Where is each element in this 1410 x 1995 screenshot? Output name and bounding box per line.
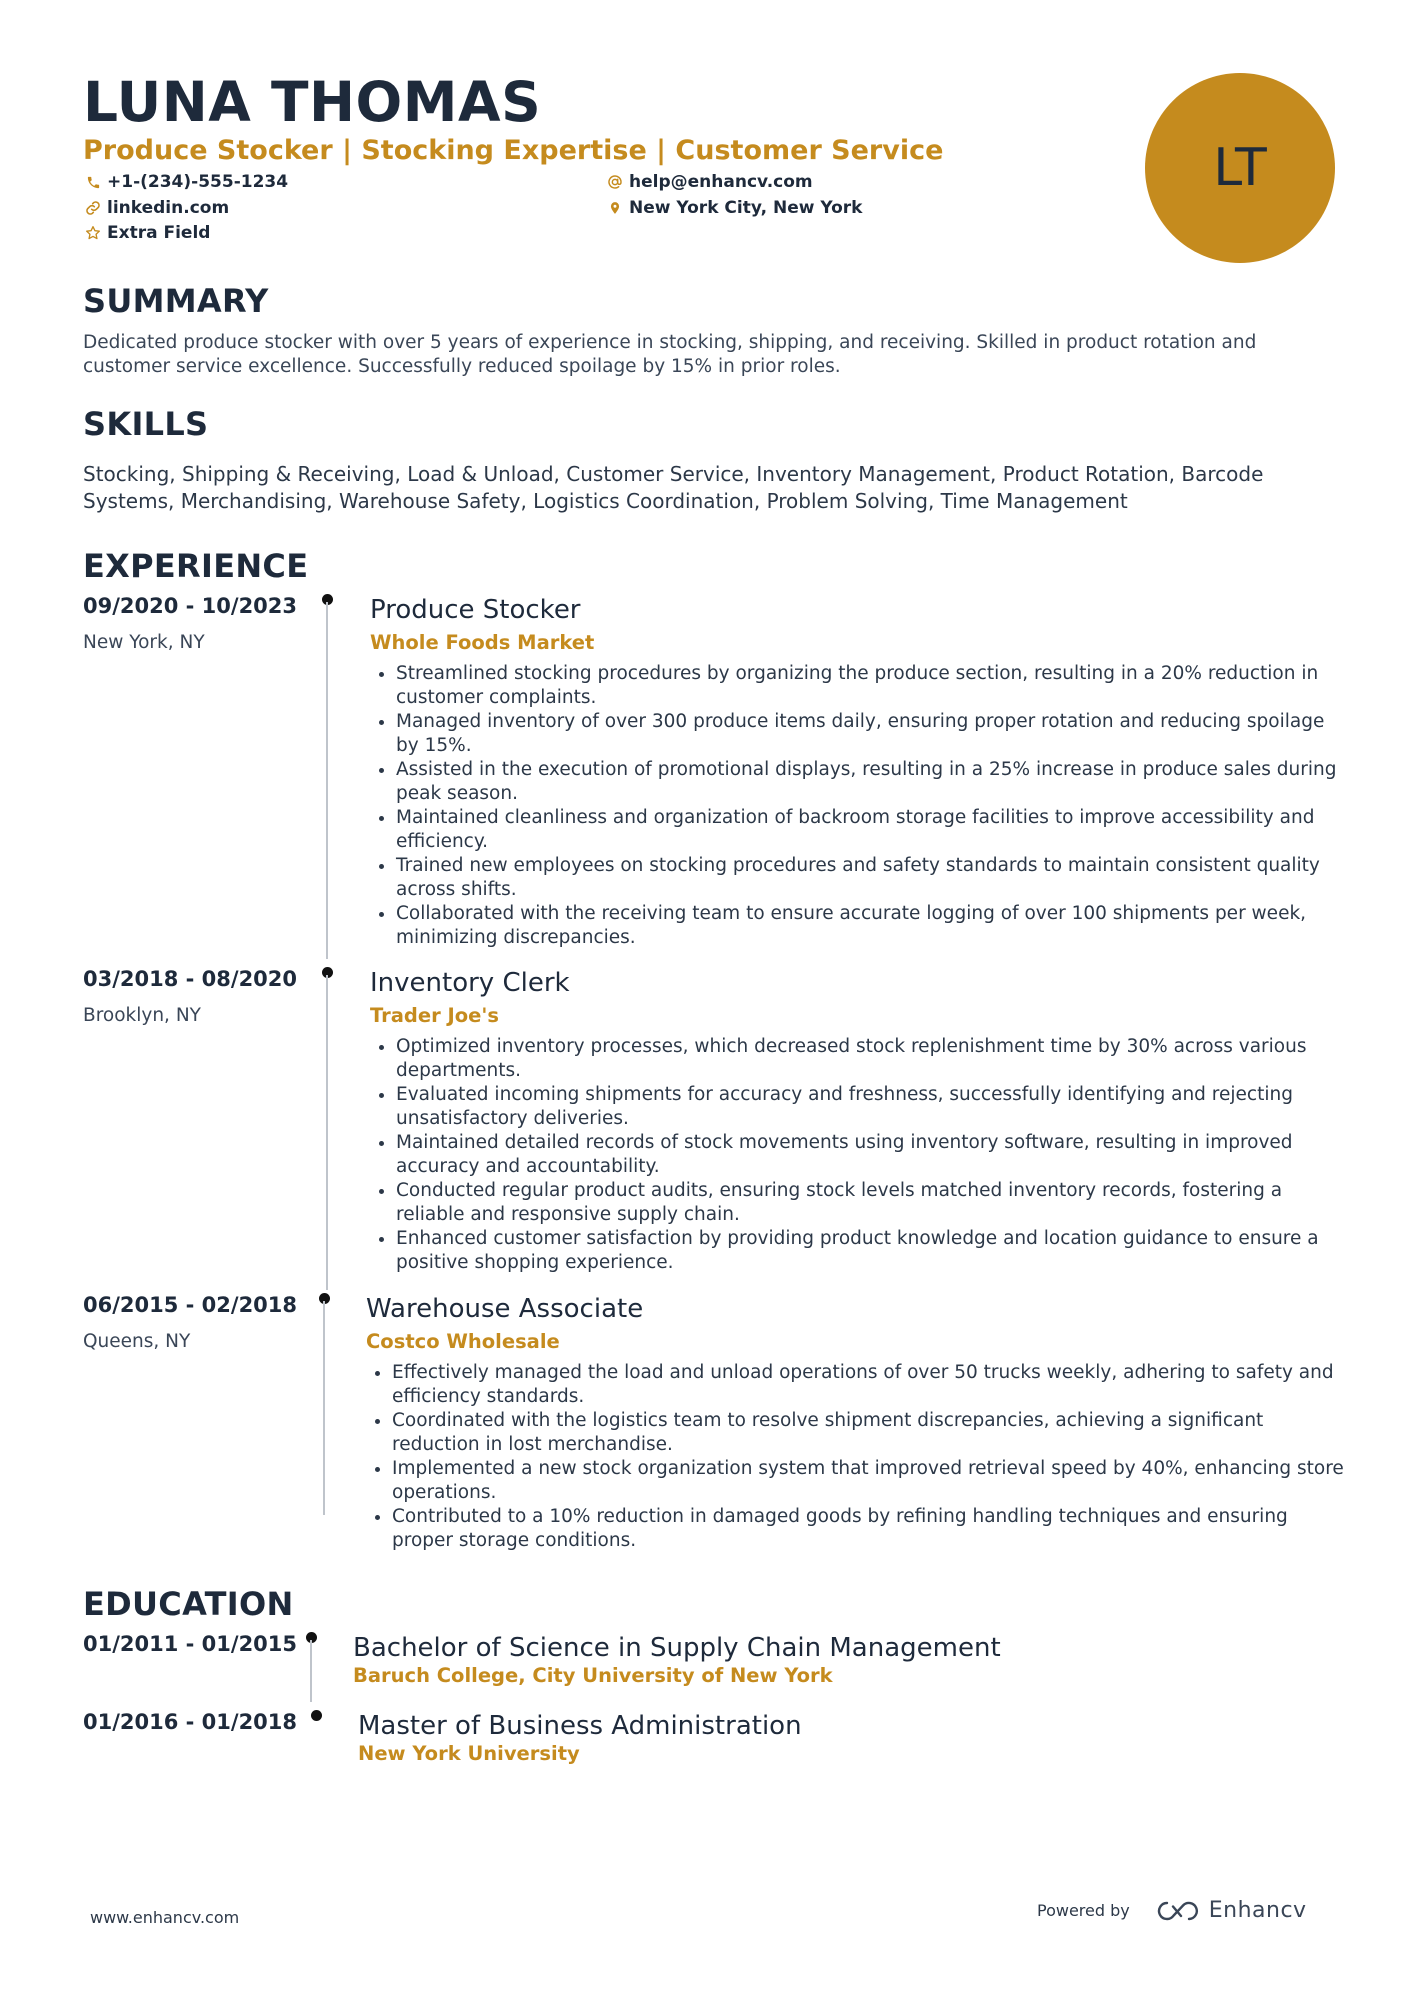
phone-icon [83,172,103,192]
skills-title: SKILLS [83,405,209,443]
experience-details [366,1293,1346,1553]
experience-bullet: Trained new employees on stocking procedures and safety standards to maintain consistent quality across shifts. [370,854,1350,902]
contact-email[interactable] [605,172,813,192]
powered-by-label: Powered by [1037,1901,1130,1920]
enhancv-logo[interactable] [1155,1898,1307,1923]
experience-location: Brooklyn, NY [83,1005,201,1026]
experience-role: Produce Stocker [370,595,581,625]
experience-date: 03/2018 - 08/2020 [83,967,298,991]
contact-location [605,198,862,218]
timeline-line [326,602,328,959]
experience-bullets [370,662,1350,950]
contact-phone-text: +1-(234)-555-1234 [107,172,289,192]
experience-bullet: Assisted in the execution of promotional displays, resulting in a 25% increase in produce sales during peak season. [370,758,1350,806]
education-details [353,1632,1333,1688]
contact-email-text: help@enhancv.com [629,172,813,192]
education-degree: Master of Business Administration [358,1711,802,1741]
education-details [358,1710,1338,1766]
experience-bullet: Coordinated with the logistics team to resolve shipment discrepancies, achieving a significant reduction in lost merchandise. [366,1409,1346,1457]
experience-bullets [370,1035,1350,1275]
contact-extra-text: Extra Field [107,223,211,243]
experience-bullet: Managed inventory of over 300 produce items daily, ensuring proper rotation and reducing spoilage by 15%. [370,710,1350,758]
experience-bullet: Maintained detailed records of stock movements using inventory software, resulting in improved accuracy and accountability. [370,1131,1350,1179]
enhancv-brand-text: Enhancv [1208,1898,1307,1923]
skills-text: Stocking, Shipping & Receiving, Load & Unload, Customer Service, Inventory Management, Product Rotation, Barcode Systems, Merchandising, Warehouse Safety, Logistics Coordination, Problem Solving, Time Management [83,462,1264,513]
experience-location: Queens, NY [83,1331,191,1352]
experience-location: New York, NY [83,632,205,653]
education-school: Baruch College, City University of New York [353,1664,833,1687]
experience-date: 09/2020 - 10/2023 [83,594,298,618]
experience-title: EXPERIENCE [83,547,309,585]
experience-bullet: Conducted regular product audits, ensuring stock levels matched inventory records, fostering a reliable and responsive supply chain. [370,1179,1350,1227]
experience-bullets [366,1361,1346,1553]
experience-details [370,594,1350,950]
contact-list [83,172,1083,252]
experience-item [83,594,1337,959]
experience-bullet: Streamlined stocking procedures by organizing the produce section, resulting in a 20% reduction in customer complaints. [370,662,1350,710]
experience-bullet: Enhanced customer satisfaction by providing product knowledge and location guidance to ensure a positive shopping experience. [370,1227,1350,1275]
experience-role: Warehouse Associate [366,1294,644,1324]
experience-bullet: Contributed to a 10% reduction in damaged goods by refining handling techniques and ensuring proper storage conditions. [366,1505,1346,1553]
education-school: New York University [358,1742,580,1765]
candidate-name: LUNA THOMAS [83,70,542,134]
contact-extra [83,223,210,243]
timeline-dot [311,1710,322,1721]
contact-location-text: New York City, New York [629,198,863,218]
experience-item [83,1293,1344,1551]
education-date: 01/2016 - 01/2018 [83,1710,298,1734]
link-icon [83,198,103,218]
experience-bullet: Effectively managed the load and unload operations of over 50 trucks weekly, adhering to safety and efficiency standards. [366,1361,1346,1409]
experience-bullet: Evaluated incoming shipments for accuracy and freshness, successfully identifying and rejecting unsatisfactory deliveries. [370,1083,1350,1131]
experience-bullet: Collaborated with the receiving team to ensure accurate logging of over 100 shipments per week, minimizing discrepancies. [370,902,1350,950]
timeline-line [326,975,328,1290]
experience-company: Trader Joe's [370,1004,499,1027]
footer-branding [1037,1898,1307,1923]
avatar [1145,73,1335,263]
summary-title: SUMMARY [83,282,269,320]
education-date: 01/2011 - 01/2015 [83,1632,298,1656]
enhancv-logo-icon [1155,1899,1201,1923]
experience-details [370,967,1350,1275]
experience-company: Whole Foods Market [370,631,595,654]
experience-bullet: Maintained cleanliness and organization of backroom storage facilities to improve accessibility and efficiency. [370,806,1350,854]
avatar-initials: LT [1213,138,1267,198]
experience-bullet: Implemented a new stock organization system that improved retrieval speed by 40%, enhancing store operations. [366,1457,1346,1505]
education-item [83,1632,1333,1702]
education-title: EDUCATION [83,1585,294,1623]
contact-phone[interactable] [83,172,288,192]
star-icon [83,223,103,243]
education-item [83,1710,1333,1780]
candidate-headline: Produce Stocker | Stocking Expertise | Customer Service [83,135,944,166]
contact-linkedin-text: linkedin.com [107,198,230,218]
experience-date: 06/2015 - 02/2018 [83,1293,298,1317]
experience-company: Costco Wholesale [366,1330,560,1353]
summary-text: Dedicated produce stocker with over 5 years of experience in stocking, shipping, and receiving. Skilled in product rotation and customer service excellence. Successfully reduced spoilage by 15% in prior roles. [83,332,1257,377]
timeline-line [323,1301,325,1515]
experience-role: Inventory Clerk [370,968,570,998]
timeline-line [310,1640,312,1702]
at-icon [605,172,625,192]
experience-item [83,967,1333,1287]
education-degree: Bachelor of Science in Supply Chain Management [353,1633,1001,1663]
location-pin-icon [605,198,625,218]
contact-linkedin[interactable] [83,198,229,218]
experience-bullet: Optimized inventory processes, which decreased stock replenishment time by 30% across various departments. [370,1035,1350,1083]
footer-website[interactable]: www.enhancv.com [90,1908,240,1927]
